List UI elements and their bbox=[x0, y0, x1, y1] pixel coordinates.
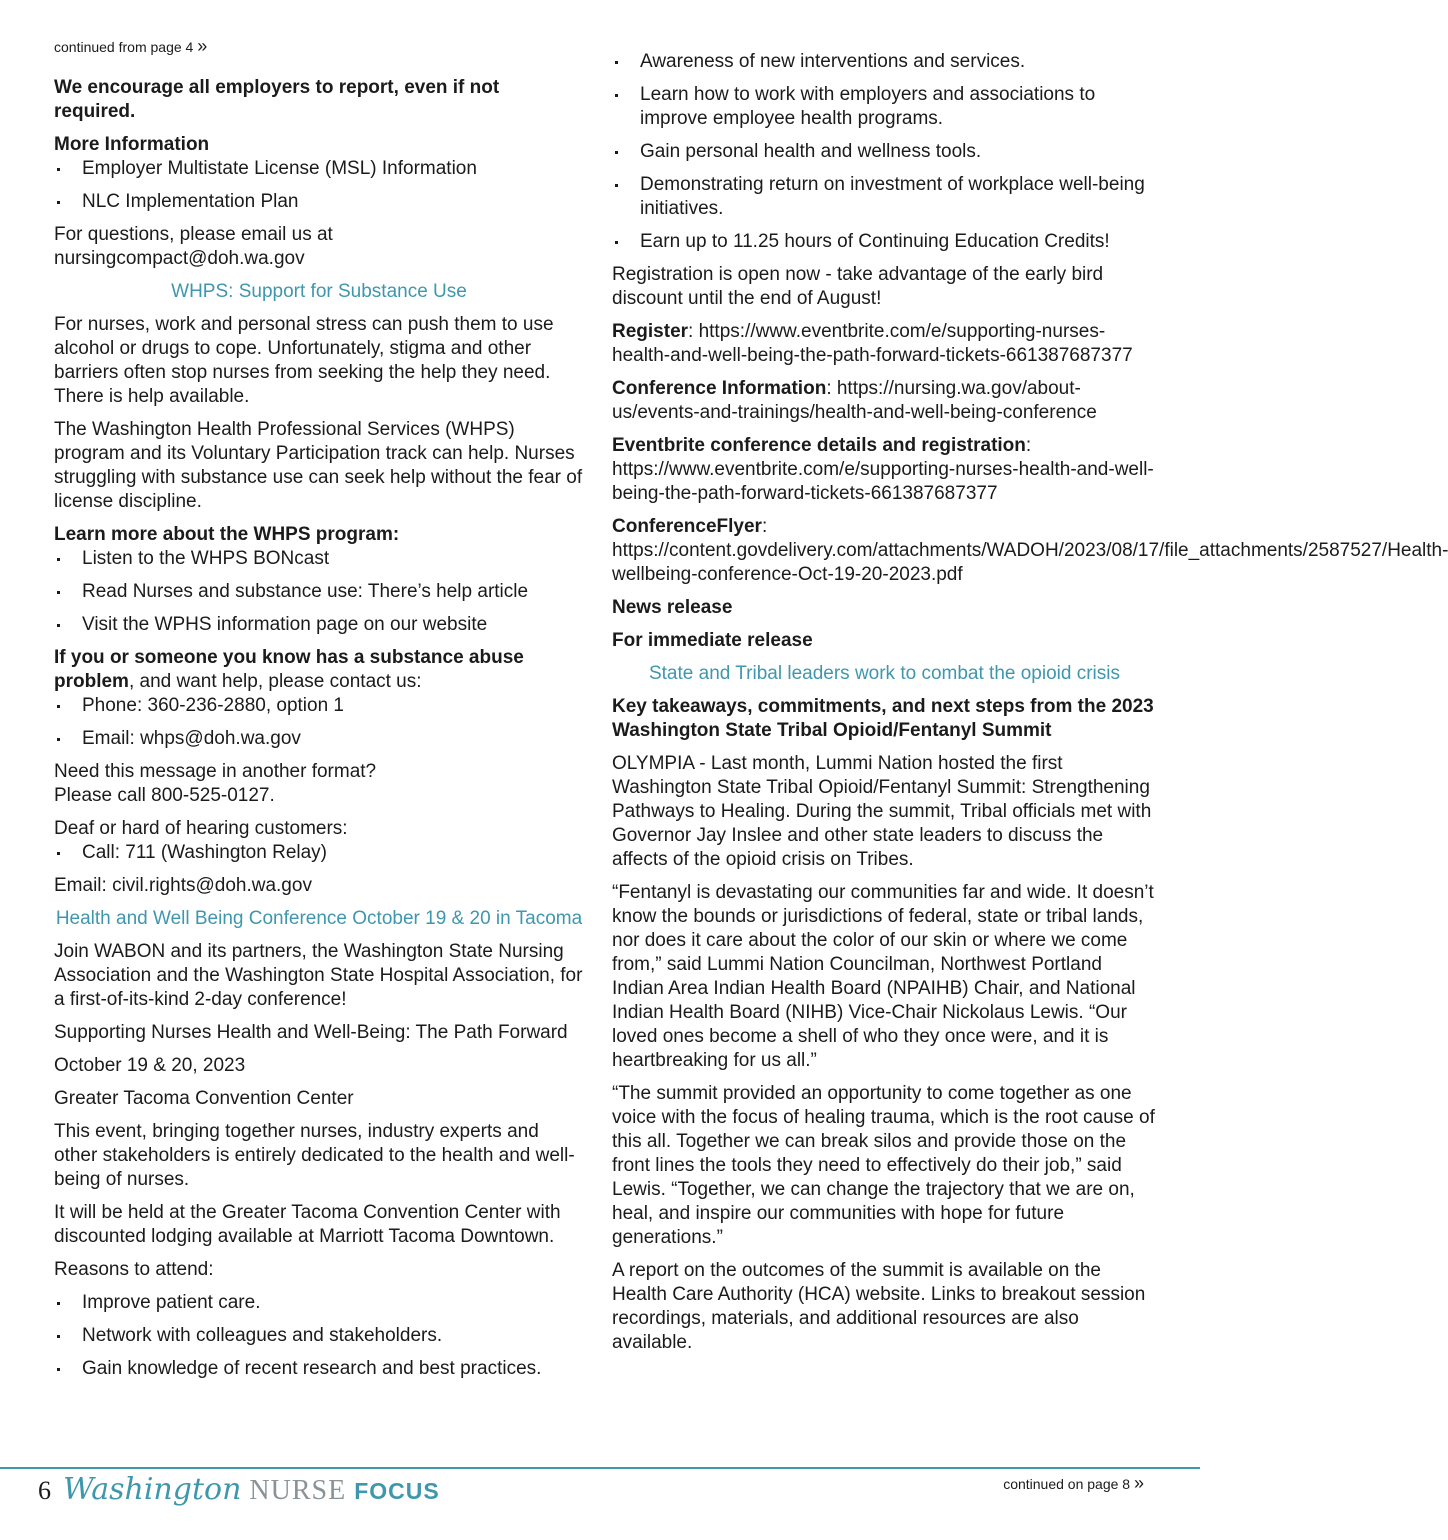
list-item[interactable]: Listen to the WHPS BONcast bbox=[54, 547, 584, 571]
list-item[interactable]: Email: whps@doh.wa.gov bbox=[54, 727, 584, 751]
more-info-list bbox=[54, 157, 584, 214]
conference-venue: Greater Tacoma Convention Center bbox=[54, 1088, 354, 1109]
immediate-release-label: For immediate release bbox=[612, 630, 813, 651]
list-item: Call: 711 (Washington Relay) bbox=[54, 841, 584, 865]
contact-intro bbox=[54, 646, 584, 694]
page-number: 6 bbox=[38, 1476, 51, 1505]
contact-intro-bold: If you or someone you know has a substance abuse problem bbox=[54, 647, 524, 692]
left-column bbox=[54, 76, 584, 1390]
list-item: Phone: 360-236-2880, option 1 bbox=[54, 694, 584, 718]
brand-script-logo: Washington bbox=[63, 1472, 242, 1507]
register-url[interactable]: : https://www.eventbrite.com/e/supporting-nurses-health-and-well-being-the-path-forward-tickets-661387687377 bbox=[612, 321, 1133, 366]
whps-paragraph: The Washington Health Professional Services (WHPS) program and its Voluntary Participation track can help. Nurses struggling with substance use can seek help without the fear of license discipline. bbox=[54, 419, 583, 512]
conference-paragraph: This event, bringing together nurses, industry experts and other stakeholders is entirely dedicated to the health and well-being of nurses. bbox=[54, 1121, 575, 1190]
encourage-statement: We encourage all employers to report, even if not required. bbox=[54, 77, 500, 122]
contact-intro-rest: , and want help, please contact us: bbox=[128, 671, 422, 692]
eventbrite-label: Eventbrite conference details and registration bbox=[612, 435, 1026, 456]
register-label: Register bbox=[612, 321, 689, 342]
list-item: Demonstrating return on investment of workplace well-being initiatives. bbox=[612, 173, 1157, 221]
civil-rights-email: Email: civil.rights@doh.wa.gov bbox=[54, 875, 312, 896]
brand-focus-logo: FOCUS bbox=[354, 1478, 440, 1504]
contact-list bbox=[54, 694, 584, 751]
key-takeaways: Key takeaways, commitments, and next steps from the 2023 Washington State Tribal Opioid/Fentanyl Summit bbox=[612, 696, 1154, 741]
format-note bbox=[54, 760, 584, 808]
news-release-label: News release bbox=[612, 597, 733, 618]
double-chevron-right-icon: » bbox=[197, 36, 208, 56]
continued-on-text: continued on page 8 bbox=[1003, 1476, 1131, 1492]
conference-info-label: Conference Information bbox=[612, 378, 827, 399]
conference-info-url[interactable]: : https://nursing.wa.gov/about-us/events-and-trainings/health-and-well-being-conference bbox=[612, 378, 1097, 423]
flyer-label: ConferenceFlyer bbox=[612, 516, 762, 537]
learn-more-heading: Learn more about the WHPS program: bbox=[54, 524, 400, 545]
eventbrite-url[interactable]: : https://www.eventbrite.com/e/supporting-nurses-health-and-well-being-the-path-forward-tickets-661387687377 bbox=[612, 435, 1154, 504]
format-line: Please call 800-525-0127. bbox=[54, 785, 275, 806]
article-paragraph: A report on the outcomes of the summit is available on the Health Care Authority (HCA) website. Links to breakout session recordings, materials, and additional resources are also available. bbox=[612, 1260, 1146, 1353]
registration-note: Registration is open now - take advantage of the early bird discount until the end of August! bbox=[612, 264, 1104, 309]
eventbrite-block bbox=[612, 434, 1157, 506]
conference-paragraph: It will be held at the Greater Tacoma Convention Center with discounted lodging available at Marriott Tacoma Downtown. bbox=[54, 1202, 561, 1247]
whps-section-heading: WHPS: Support for Substance Use bbox=[171, 281, 467, 302]
list-item: Earn up to 11.25 hours of Continuing Education Credits! bbox=[612, 230, 1157, 254]
register-link-block bbox=[612, 320, 1157, 368]
flyer-url[interactable]: : https://content.govdelivery.com/attachments/WADOH/2023/08/17/file_attachments/2587527/Health-wellbeing-conference-Oct-19-20-2023.pdf bbox=[612, 516, 1448, 585]
brand-nurse-logo: NURSE bbox=[249, 1475, 347, 1506]
list-item[interactable]: Visit the WPHS information page on our website bbox=[54, 613, 584, 637]
whps-paragraph: For nurses, work and personal stress can push them to use alcohol or drugs to cope. Unfortunately, stigma and other barriers often stop nurses from seeking the help they need. There is help available. bbox=[54, 314, 554, 407]
conference-date: October 19 & 20, 2023 bbox=[54, 1055, 246, 1076]
list-item[interactable]: Read Nurses and substance use: There’s help article bbox=[54, 580, 584, 604]
flyer-block bbox=[612, 515, 1448, 587]
list-item: Network with colleagues and stakeholders. bbox=[54, 1324, 584, 1348]
continued-from-text: continued from page 4 bbox=[54, 39, 194, 55]
list-item[interactable]: NLC Implementation Plan bbox=[54, 190, 584, 214]
learn-more-list bbox=[54, 547, 584, 637]
reasons-list-continued bbox=[612, 50, 1157, 254]
questions-text: For questions, please email us at nursingcompact@doh.wa.gov bbox=[54, 224, 333, 269]
double-chevron-right-icon: » bbox=[1133, 1473, 1144, 1493]
more-info-heading: More Information bbox=[54, 134, 210, 155]
article-paragraph: OLYMPIA - Last month, Lummi Nation hosted the first Washington State Tribal Opioid/Fentanyl Summit: Strengthening Pathways to Healing. During the summit, Tribal officials met with Governor Jay Inslee and other state leaders to discuss the affects of the opioid crisis on Tribes. bbox=[612, 753, 1152, 870]
deaf-note: Deaf or hard of hearing customers: bbox=[54, 818, 348, 839]
list-item[interactable]: Employer Multistate License (MSL) Information bbox=[54, 157, 584, 181]
reasons-list bbox=[54, 1291, 584, 1381]
footer-divider bbox=[0, 1467, 1200, 1469]
reasons-heading: Reasons to attend: bbox=[54, 1259, 214, 1280]
list-item: Gain knowledge of recent research and best practices. bbox=[54, 1357, 584, 1381]
conference-info-block bbox=[612, 377, 1157, 425]
list-item: Learn how to work with employers and associations to improve employee health programs. bbox=[612, 83, 1157, 131]
continued-from-note bbox=[54, 37, 207, 56]
opioid-section-heading: State and Tribal leaders work to combat the opioid crisis bbox=[648, 663, 1120, 684]
right-column bbox=[612, 50, 1448, 1364]
conference-paragraph: Join WABON and its partners, the Washington State Nursing Association and the Washington State Hospital Association, for a first-of-its-kind 2-day conference! bbox=[54, 941, 583, 1010]
footer bbox=[38, 1472, 440, 1512]
article-paragraph: “Fentanyl is devastating our communities far and wide. It doesn’t know the bounds or jurisdictions of federal, state or tribal lands, nor does it care about the color of our skin or where we come from,” said Lummi Nation Councilman, Northwest Portland Indian Area Indian Health Board (NPAIHB) Chair, and National Indian Health Board (NIHB) Vice-Chair Nickolaus Lewis. “Our loved ones become a shell of who they once were, and it is heartbreaking for us all.” bbox=[612, 882, 1154, 1071]
list-item: Awareness of new interventions and services. bbox=[612, 50, 1157, 74]
conference-title: Supporting Nurses Health and Well-Being: The Path Forward bbox=[54, 1022, 568, 1043]
list-item: Improve patient care. bbox=[54, 1291, 584, 1315]
conference-section-heading: Health and Well Being Conference October 19 & 20 in Tacoma bbox=[55, 908, 583, 929]
article-paragraph: “The summit provided an opportunity to come together as one voice with the focus of healing trauma, which is the root cause of this all. Together we can break silos and provide those on the front lines the tools they need to effectively do their job,” said Lewis. “Together, we can change the trajectory that we are on, heal, and inspire our communities with hope for future generations.” bbox=[612, 1083, 1155, 1248]
list-item: Gain personal health and wellness tools. bbox=[612, 140, 1157, 164]
deaf-list bbox=[54, 841, 584, 865]
format-line: Need this message in another format? bbox=[54, 761, 377, 782]
continued-on-note bbox=[1003, 1474, 1144, 1493]
